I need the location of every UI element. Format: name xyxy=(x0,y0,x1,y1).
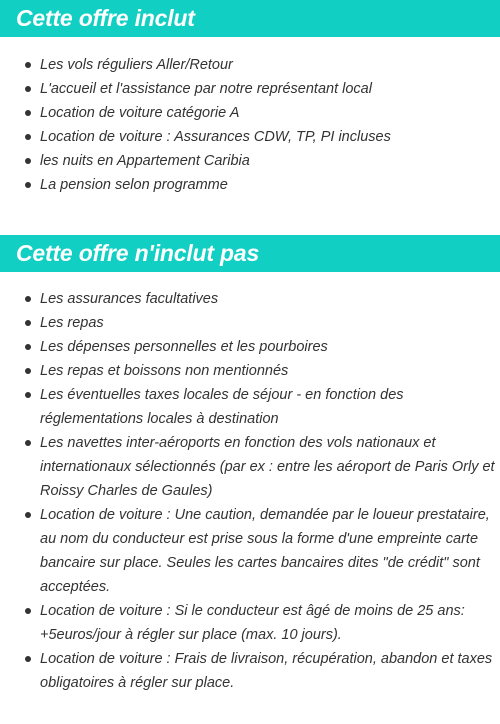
bullet-icon xyxy=(25,110,31,116)
list-item-text: Les repas xyxy=(40,315,104,331)
list-item xyxy=(0,287,500,311)
list-item xyxy=(0,383,500,431)
bullet-icon xyxy=(25,392,31,398)
list-item xyxy=(0,359,500,383)
list-item xyxy=(0,599,500,647)
list-item xyxy=(0,647,500,695)
list-item xyxy=(0,77,500,101)
excluded-section-title: Cette offre n'inclut pas xyxy=(0,235,500,272)
included-section-title: Cette offre inclut xyxy=(0,0,500,37)
list-item xyxy=(0,335,500,359)
excluded-list xyxy=(0,272,500,695)
bullet-icon xyxy=(25,440,31,446)
list-item xyxy=(0,125,500,149)
list-item-text: Location de voiture catégorie A xyxy=(40,105,240,121)
list-item xyxy=(0,173,500,197)
list-item xyxy=(0,149,500,173)
bullet-icon xyxy=(25,134,31,140)
list-item xyxy=(0,311,500,335)
list-item-text: Les vols réguliers Aller/Retour xyxy=(40,57,233,73)
list-item-text: Les dépenses personnelles et les pourboires xyxy=(40,339,328,355)
bullet-icon xyxy=(25,344,31,350)
list-item xyxy=(0,431,500,503)
bullet-icon xyxy=(25,62,31,68)
list-item-text: les nuits en Appartement Caribia xyxy=(40,153,250,169)
bullet-icon xyxy=(25,320,31,326)
bullet-icon xyxy=(25,512,31,518)
list-item-text: Les éventuelles taxes locales de séjour - en fonction des réglementations locales à destination xyxy=(40,387,404,427)
list-item xyxy=(0,503,500,599)
bullet-icon xyxy=(25,656,31,662)
list-item-text: Location de voiture : Si le conducteur est âgé de moins de 25 ans: +5euros/jour à régler sur place (max. 10 jours). xyxy=(40,603,465,643)
bullet-icon xyxy=(25,608,31,614)
list-item xyxy=(0,53,500,77)
bullet-icon xyxy=(25,86,31,92)
bullet-icon xyxy=(25,296,31,302)
list-item-text: Les assurances facultatives xyxy=(40,291,219,307)
included-section xyxy=(0,0,500,197)
list-item xyxy=(0,101,500,125)
list-item-text: Les repas et boissons non mentionnés xyxy=(40,363,289,379)
list-item-text: Les navettes inter-aéroports en fonction des vols nationaux et internationaux sélectionnés (par ex : entre les aéroport de Paris Orly et Roissy Charles de Gaules) xyxy=(40,435,495,499)
list-item-text: Location de voiture : Frais de livraison, récupération, abandon et taxes obligatoires à régler sur place. xyxy=(40,651,493,691)
included-list xyxy=(0,37,500,197)
bullet-icon xyxy=(25,158,31,164)
list-item-text: Location de voiture : Une caution, demandée par le loueur prestataire, au nom du conducteur est prise sous la forme d'une empreinte carte bancaire sur place. Seules les cartes bancaires dites "de crédit" sont acceptées. xyxy=(40,507,490,595)
list-item-text: La pension selon programme xyxy=(40,177,228,193)
excluded-section xyxy=(0,235,500,695)
bullet-icon xyxy=(25,368,31,374)
list-item-text: Location de voiture : Assurances CDW, TP, PI incluses xyxy=(40,129,391,145)
list-item-text: L'accueil et l'assistance par notre représentant local xyxy=(40,81,372,97)
bullet-icon xyxy=(25,182,31,188)
